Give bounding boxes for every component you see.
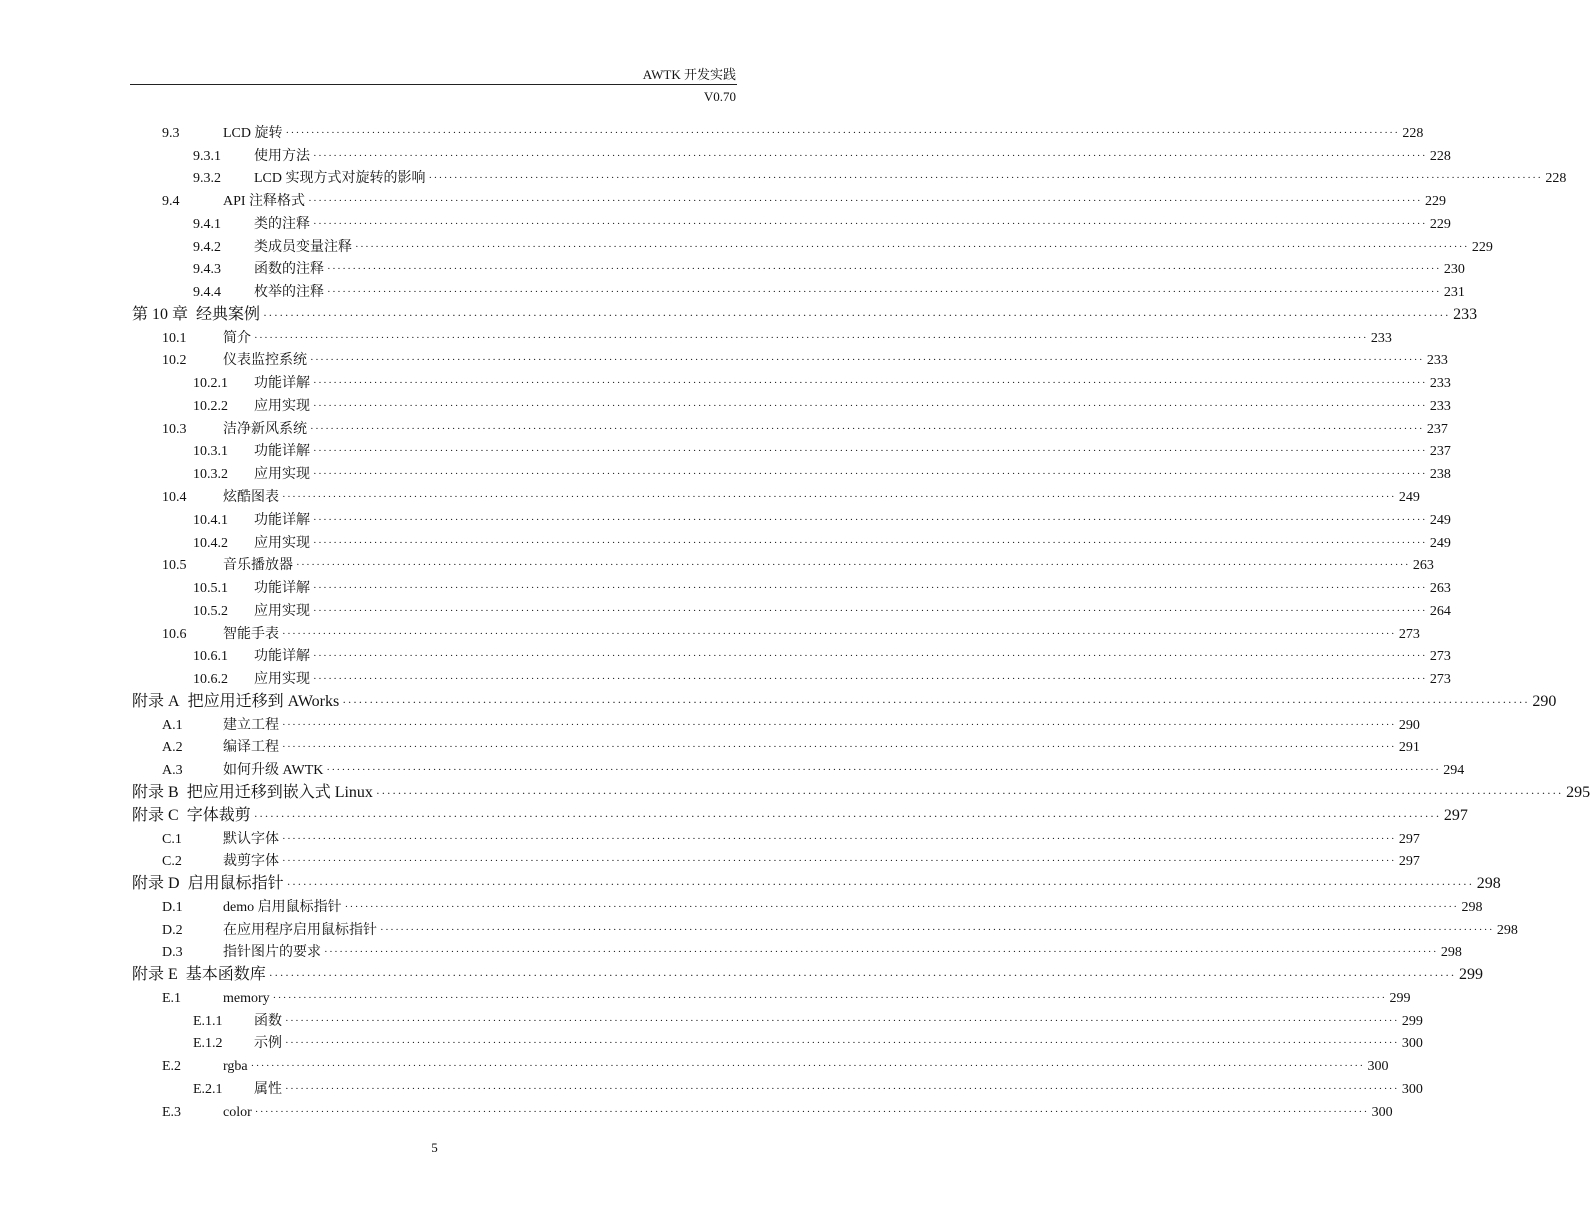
toc-entry-page: 273 bbox=[1429, 649, 1451, 665]
toc-entry-title: 在应用程序启用鼠标指针 bbox=[223, 922, 377, 938]
toc-entry-number: 10.5 bbox=[162, 558, 187, 574]
toc-leader-dots: ···························································································································································································································· bbox=[310, 422, 1424, 435]
toc-entry-title: 属性 bbox=[254, 1081, 282, 1097]
toc-entry[interactable] bbox=[0, 438, 1451, 461]
toc-entry-title: 函数的注释 bbox=[254, 262, 324, 278]
toc-entry-number: C.1 bbox=[162, 831, 182, 847]
toc-entry-title: 应用实现 bbox=[254, 603, 310, 619]
toc-leader-dots: ···························································································································································································································· bbox=[285, 1037, 1399, 1050]
toc-entry-page: 294 bbox=[1443, 763, 1465, 779]
toc-entry-page: 300 bbox=[1401, 1036, 1423, 1052]
toc-entry[interactable] bbox=[0, 734, 1420, 757]
toc-leader-dots: ···························································································································································································································· bbox=[313, 217, 1427, 230]
header-rule bbox=[130, 84, 737, 85]
toc-entry-page: 233 bbox=[1370, 330, 1392, 346]
toc-leader-dots: ···························································································································································································································· bbox=[327, 286, 1441, 299]
toc-entry[interactable] bbox=[0, 506, 1451, 529]
toc-entry-title: 编译工程 bbox=[223, 740, 279, 756]
toc-leader-dots: ···························································································································································································································· bbox=[285, 1082, 1399, 1095]
toc-entry-page: 300 bbox=[1401, 1081, 1423, 1097]
toc-leader-dots: ···························································································································································································································· bbox=[282, 741, 1396, 754]
toc-entry[interactable] bbox=[0, 597, 1451, 620]
toc-entry-page: 233 bbox=[1426, 353, 1448, 369]
toc-entry-page: 249 bbox=[1429, 512, 1451, 528]
toc-entry[interactable] bbox=[0, 1098, 1393, 1121]
toc-leader-dots: ···························································································································································································································· bbox=[308, 195, 1422, 208]
toc-entry-title: 功能详解 bbox=[254, 512, 310, 528]
toc-entry-number: E.1 bbox=[162, 990, 182, 1006]
toc-entry-page: 300 bbox=[1371, 1104, 1393, 1120]
toc-entry-page: 298 bbox=[1440, 945, 1462, 961]
toc-leader-dots: ···························································································································································································································· bbox=[268, 968, 1456, 983]
toc-entry[interactable] bbox=[0, 187, 1446, 210]
toc-entry[interactable] bbox=[0, 848, 1420, 871]
toc-entry-title: 函数 bbox=[254, 1013, 282, 1029]
toc-leader-dots: ···························································································································································································································· bbox=[342, 694, 1530, 709]
toc-entry-number: A.2 bbox=[162, 740, 183, 756]
toc-entry-title: 音乐播放器 bbox=[223, 558, 293, 574]
toc-entry[interactable] bbox=[0, 711, 1420, 734]
toc-leader-dots: ···························································································································································································································· bbox=[313, 445, 1427, 458]
toc-entry-title: 裁剪字体 bbox=[223, 854, 279, 870]
toc-entry-title: rgba bbox=[223, 1059, 248, 1075]
toc-entry-title: LCD 实现方式对旋转的影响 bbox=[254, 171, 426, 187]
toc-entry[interactable] bbox=[0, 574, 1451, 597]
toc-entry[interactable] bbox=[0, 142, 1451, 165]
toc-entry[interactable] bbox=[0, 483, 1420, 506]
toc-entry-number: 9.4.4 bbox=[193, 285, 221, 301]
toc-leader-dots: ···························································································································································································································· bbox=[282, 627, 1396, 640]
toc-entry-page: 290 bbox=[1532, 692, 1557, 710]
toc-entry[interactable] bbox=[0, 1052, 1389, 1075]
toc-entry-page: 249 bbox=[1398, 490, 1420, 506]
toc-entry-number: 10.4 bbox=[162, 490, 187, 506]
toc-entry-number: 10.3.1 bbox=[193, 444, 228, 460]
toc-entry-title: 仪表监控系统 bbox=[223, 353, 307, 369]
toc-entry-title: memory bbox=[223, 990, 270, 1006]
toc-leader-dots: ···························································································································································································································· bbox=[254, 1105, 1369, 1118]
toc-entry-number: 附录 C bbox=[132, 806, 179, 824]
toc-entry-page: 249 bbox=[1429, 535, 1451, 551]
toc-entry[interactable] bbox=[0, 893, 1483, 916]
toc-entry-page: 297 bbox=[1398, 831, 1420, 847]
toc-chapter-entry[interactable] bbox=[0, 301, 1478, 324]
toc-entry-page: 299 bbox=[1389, 990, 1411, 1006]
toc-entry[interactable] bbox=[0, 165, 1567, 188]
toc-leader-dots: ···························································································································································································································· bbox=[428, 172, 1543, 185]
toc-leader-dots: ···························································································································································································································· bbox=[326, 764, 1441, 777]
toc-entry[interactable] bbox=[0, 620, 1420, 643]
toc-entry-number: E.2.1 bbox=[193, 1081, 223, 1097]
toc-leader-dots: ···························································································································································································································· bbox=[285, 126, 1400, 139]
toc-entry-title: 指针图片的要求 bbox=[223, 945, 321, 961]
toc-leader-dots: ···························································································································································································································· bbox=[313, 513, 1427, 526]
toc-leader-dots: ···························································································································································································································· bbox=[313, 149, 1427, 162]
toc-entry-number: E.1.2 bbox=[193, 1036, 223, 1052]
toc-entry-page: 297 bbox=[1443, 806, 1468, 824]
toc-entry-number: 附录 B bbox=[132, 783, 179, 801]
toc-entry-page: 299 bbox=[1458, 966, 1483, 984]
toc-chapter-entry[interactable] bbox=[0, 802, 1468, 825]
toc-leader-dots: ···························································································································································································································· bbox=[282, 832, 1396, 845]
toc-entry-page: 295 bbox=[1566, 783, 1590, 801]
toc-entry-page: 229 bbox=[1429, 216, 1451, 232]
toc-entry-title: 应用实现 bbox=[254, 398, 310, 414]
toc-entry[interactable] bbox=[0, 324, 1392, 347]
toc-entry-page: 273 bbox=[1398, 626, 1420, 642]
toc-leader-dots: ···························································································································································································································· bbox=[313, 536, 1427, 549]
toc-entry-title: 洁净新风系统 bbox=[223, 421, 307, 437]
toc-entry-page: 228 bbox=[1402, 125, 1424, 141]
toc-leader-dots: ···························································································································································································································· bbox=[263, 307, 1451, 322]
toc-entry-number: 10.2.2 bbox=[193, 398, 228, 414]
toc-entry-title: 功能详解 bbox=[254, 581, 310, 597]
toc-entry-number: 10.5.2 bbox=[193, 603, 228, 619]
toc-entry-title: 字体裁剪 bbox=[186, 806, 251, 824]
toc-entry-title: 应用实现 bbox=[254, 535, 310, 551]
toc-entry-title: 启用鼠标指针 bbox=[187, 875, 284, 893]
toc-entry-page: 237 bbox=[1426, 421, 1448, 437]
toc-leader-dots: ···························································································································································································································· bbox=[310, 354, 1424, 367]
toc-leader-dots: ···························································································································································································································· bbox=[253, 808, 1441, 823]
header-version: V0.70 bbox=[703, 89, 736, 104]
toc-entry[interactable] bbox=[0, 916, 1518, 939]
toc-entry-page: 290 bbox=[1398, 717, 1420, 733]
toc-entry-page: 228 bbox=[1545, 171, 1567, 187]
toc-entry-page: 233 bbox=[1453, 305, 1478, 323]
toc-entry-page: 298 bbox=[1476, 875, 1501, 893]
toc-entry[interactable] bbox=[0, 552, 1434, 575]
toc-entry-title: 类的注释 bbox=[254, 216, 310, 232]
toc-entry-title: 类成员变量注释 bbox=[254, 239, 352, 255]
toc-leader-dots: ···························································································································································································································· bbox=[313, 582, 1427, 595]
toc-entry[interactable] bbox=[0, 460, 1451, 483]
toc-entry-title: 应用实现 bbox=[254, 672, 310, 688]
toc-entry-number: 9.3.1 bbox=[193, 148, 221, 164]
toc-entry-title: 把应用迁移到嵌入式 Linux bbox=[186, 783, 373, 801]
toc-entry-page: 264 bbox=[1429, 603, 1451, 619]
toc-leader-dots: ···························································································································································································································· bbox=[313, 673, 1427, 686]
toc-entry-page: 231 bbox=[1443, 285, 1465, 301]
toc-entry[interactable] bbox=[0, 1030, 1423, 1053]
toc-entry-title: 简介 bbox=[223, 330, 251, 346]
toc-entry-number: 10.2.1 bbox=[193, 376, 228, 392]
toc-leader-dots: ···························································································································································································································· bbox=[313, 399, 1427, 412]
toc-leader-dots: ···························································································································································································································· bbox=[313, 468, 1427, 481]
toc-entry-number: E.2 bbox=[162, 1059, 182, 1075]
toc-entry-number: 10.6 bbox=[162, 626, 187, 642]
toc-entry-number: 10.4.2 bbox=[193, 535, 228, 551]
toc-entry-page: 230 bbox=[1443, 262, 1465, 278]
toc-entry-page: 297 bbox=[1398, 854, 1420, 870]
toc-entry-page: 273 bbox=[1429, 672, 1451, 688]
toc-entry-title: demo 启用鼠标指针 bbox=[223, 899, 342, 915]
toc-entry-title: 默认字体 bbox=[223, 831, 279, 847]
toc-leader-dots: ···························································································································································································································· bbox=[250, 1060, 1365, 1073]
toc-leader-dots: ···························································································································································································································· bbox=[344, 900, 1459, 913]
toc-entry-number: 9.4 bbox=[162, 194, 180, 210]
header-title: AWTK 开发实践 bbox=[642, 67, 736, 82]
toc-leader-dots: ···························································································································································································································· bbox=[313, 650, 1427, 663]
toc-entry-page: 263 bbox=[1412, 558, 1434, 574]
toc-entry[interactable] bbox=[0, 392, 1451, 415]
toc-entry-title: 如何升级 AWTK bbox=[223, 763, 324, 779]
toc-entry-number: 10.2 bbox=[162, 353, 187, 369]
toc-entry-page: 238 bbox=[1429, 467, 1451, 483]
toc-leader-dots: ···························································································································································································································· bbox=[282, 491, 1396, 504]
toc-entry-page: 229 bbox=[1424, 194, 1446, 210]
toc-entry-number: 10.5.1 bbox=[193, 581, 228, 597]
toc-entry-title: 智能手表 bbox=[223, 626, 279, 642]
toc-entry-page: 298 bbox=[1496, 922, 1518, 938]
toc-entry-page: 263 bbox=[1429, 581, 1451, 597]
toc-entry[interactable] bbox=[0, 369, 1451, 392]
toc-entry[interactable] bbox=[0, 939, 1462, 962]
toc-entry[interactable] bbox=[0, 119, 1424, 142]
toc-entry-number: E.3 bbox=[162, 1104, 182, 1120]
toc-entry-title: 经典案例 bbox=[196, 305, 261, 323]
toc-entry-page: 233 bbox=[1429, 376, 1451, 392]
toc-entry-number: 10.3.2 bbox=[193, 467, 228, 483]
toc-entry[interactable] bbox=[0, 278, 1465, 301]
toc-entry-title: LCD 旋转 bbox=[223, 125, 283, 141]
toc-entry[interactable] bbox=[0, 984, 1411, 1007]
toc-entry[interactable] bbox=[0, 233, 1493, 256]
toc-entry-title: 应用实现 bbox=[254, 467, 310, 483]
toc-entry-number: C.2 bbox=[162, 854, 182, 870]
toc-leader-dots: ···························································································································································································································· bbox=[254, 331, 1368, 344]
toc-entry-page: 298 bbox=[1461, 899, 1483, 915]
toc-entry-title: 功能详解 bbox=[254, 376, 310, 392]
toc-entry-number: 10.6.1 bbox=[193, 649, 228, 665]
toc-entry-title: 功能详解 bbox=[254, 444, 310, 460]
toc-entry-number: 9.4.1 bbox=[193, 216, 221, 232]
toc-entry-title: 功能详解 bbox=[254, 649, 310, 665]
toc-entry[interactable] bbox=[0, 256, 1465, 279]
toc-entry-number: 附录 A bbox=[132, 692, 180, 710]
toc-chapter-entry[interactable] bbox=[0, 961, 1483, 984]
toc-entry-title: 使用方法 bbox=[254, 148, 310, 164]
toc-entry-number: 9.3.2 bbox=[193, 171, 221, 187]
toc-leader-dots: ···························································································································································································································· bbox=[286, 877, 1474, 892]
toc-entry-title: 基本函数库 bbox=[185, 966, 266, 984]
toc-entry-number: D.1 bbox=[162, 899, 183, 915]
toc-entry-title: 枚举的注释 bbox=[254, 285, 324, 301]
toc-entry-number: 附录 E bbox=[132, 966, 178, 984]
toc-leader-dots: ···························································································································································································································· bbox=[296, 559, 1410, 572]
toc-leader-dots: ···························································································································································································································· bbox=[380, 923, 1494, 936]
toc-entry[interactable] bbox=[0, 1075, 1423, 1098]
toc-entry-number: 附录 D bbox=[132, 875, 180, 893]
toc-entry-title: 把应用迁移到 AWorks bbox=[187, 692, 340, 710]
toc-entry[interactable] bbox=[0, 529, 1451, 552]
toc-entry-number: 10.6.2 bbox=[193, 672, 228, 688]
toc-leader-dots: ···························································································································································································································· bbox=[313, 377, 1427, 390]
toc-leader-dots: ···························································································································································································································· bbox=[272, 991, 1387, 1004]
toc-entry-page: 237 bbox=[1429, 444, 1451, 460]
toc-entry[interactable] bbox=[0, 825, 1420, 848]
toc-leader-dots: ···························································································································································································································· bbox=[285, 1014, 1399, 1027]
toc-entry-number: E.1.1 bbox=[193, 1013, 223, 1029]
toc-entry-number: 9.4.3 bbox=[193, 262, 221, 278]
toc-entry[interactable] bbox=[0, 1007, 1423, 1030]
toc-entry[interactable] bbox=[0, 756, 1465, 779]
toc-entry-page: 291 bbox=[1398, 740, 1420, 756]
table-of-contents bbox=[0, 119, 1590, 1121]
toc-entry-page: 233 bbox=[1429, 398, 1451, 414]
toc-leader-dots: ···························································································································································································································· bbox=[324, 946, 1438, 959]
toc-entry-number: 10.3 bbox=[162, 421, 187, 437]
toc-entry[interactable] bbox=[0, 643, 1451, 666]
toc-entry-number: D.3 bbox=[162, 945, 183, 961]
toc-leader-dots: ···························································································································································································································· bbox=[355, 240, 1469, 253]
toc-leader-dots: ···························································································································································································································· bbox=[375, 785, 1564, 800]
toc-entry[interactable] bbox=[0, 210, 1451, 233]
toc-entry-number: 第 10 章 bbox=[132, 305, 189, 323]
toc-chapter-entry[interactable] bbox=[0, 779, 1590, 802]
toc-entry-title: 建立工程 bbox=[223, 717, 279, 733]
toc-entry-number: 10.4.1 bbox=[193, 512, 228, 528]
toc-entry-title: color bbox=[223, 1104, 252, 1120]
toc-entry-page: 229 bbox=[1471, 239, 1493, 255]
toc-entry-number: 9.4.2 bbox=[193, 239, 221, 255]
toc-entry-title: API 注释格式 bbox=[223, 194, 306, 210]
toc-leader-dots: ···························································································································································································································· bbox=[313, 604, 1427, 617]
toc-entry-number: 9.3 bbox=[162, 125, 180, 141]
toc-entry[interactable] bbox=[0, 415, 1448, 438]
toc-entry[interactable] bbox=[0, 347, 1448, 370]
toc-entry-title: 示例 bbox=[254, 1036, 282, 1052]
toc-entry[interactable] bbox=[0, 665, 1451, 688]
toc-entry-number: D.2 bbox=[162, 922, 183, 938]
toc-leader-dots: ···························································································································································································································· bbox=[282, 718, 1396, 731]
toc-entry-number: A.1 bbox=[162, 717, 183, 733]
toc-chapter-entry[interactable] bbox=[0, 870, 1501, 893]
toc-entry-page: 228 bbox=[1429, 148, 1451, 164]
toc-entry-number: A.3 bbox=[162, 763, 183, 779]
toc-leader-dots: ···························································································································································································································· bbox=[327, 263, 1441, 276]
toc-leader-dots: ···························································································································································································································· bbox=[282, 855, 1396, 868]
page-number: 5 bbox=[431, 1140, 438, 1155]
toc-entry-title: 炫酷图表 bbox=[223, 490, 279, 506]
toc-entry-number: 10.1 bbox=[162, 330, 187, 346]
toc-entry-page: 300 bbox=[1367, 1059, 1389, 1075]
toc-entry-page: 299 bbox=[1401, 1013, 1423, 1029]
toc-chapter-entry[interactable] bbox=[0, 688, 1557, 711]
